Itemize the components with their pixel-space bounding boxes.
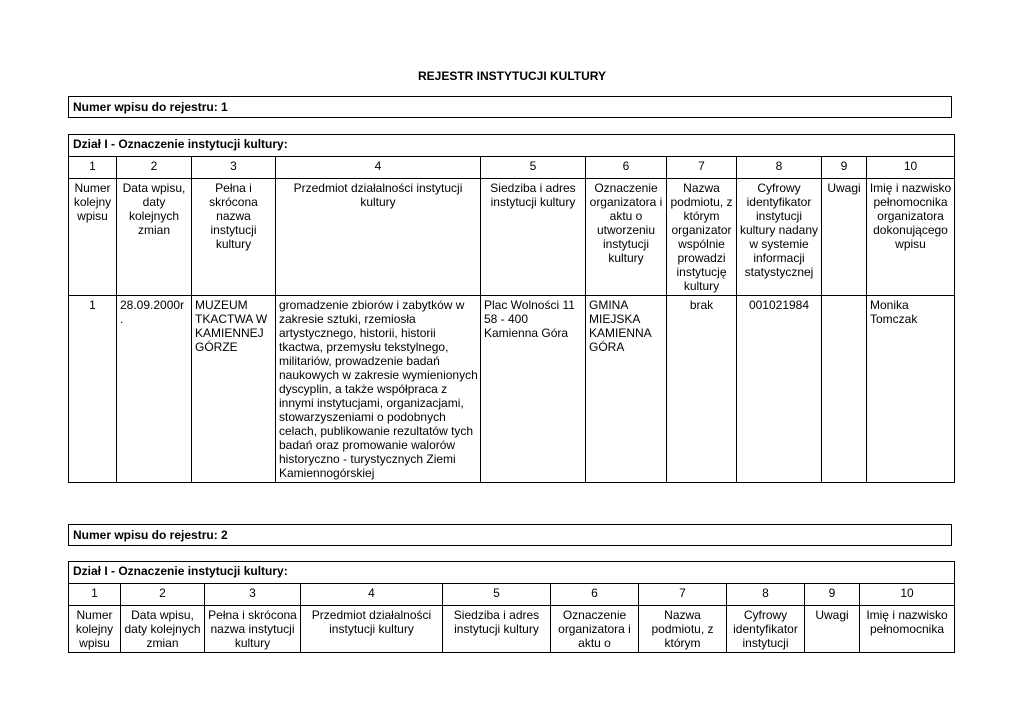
column-header: Nazwa podmiotu, z którym xyxy=(639,606,727,653)
column-header: Uwagi xyxy=(805,606,860,653)
column-number: 7 xyxy=(639,584,727,606)
column-number: 2 xyxy=(121,584,205,606)
entry-number-2: Numer wpisu do rejestru: 2 xyxy=(68,524,952,546)
entry-number-1: Numer wpisu do rejestru: 1 xyxy=(68,96,952,118)
section-label: Dział I - Oznaczenie instytucji kultury: xyxy=(69,562,955,584)
column-header: Imię i nazwisko pełnomocnika xyxy=(860,606,955,653)
column-header: Cyfrowy identyfikator instytucji xyxy=(727,606,805,653)
column-number: 5 xyxy=(443,584,551,606)
notes xyxy=(822,296,867,483)
column-header: Numer kolejny wpisu xyxy=(69,606,121,653)
institution-name: MUZEUM TKACTWA W KAMIENNEJ GÓRZE xyxy=(192,296,276,483)
column-header: Numer kolejny wpisu xyxy=(69,179,117,296)
institution-activity: gromadzenie zbiorów i zabytków w zakresie sztuki, rzemiosła artystycznego, historii, historii tkactwa, przemysłu tekstylnego, militariów, prowadzenie badań naukowych w zakresie wymienionych dyscyplin, a także współpraca z innymi instytucjami, organizacjami, stowarzyszeniami o podobnych celach, publikowanie rezultatów tych badań oraz promowanie walorów historyczno - turystycznych Ziemi Kamiennogórskiej xyxy=(276,296,481,483)
column-number: 2 xyxy=(117,157,192,179)
column-header: Nazwa podmiotu, z którym organizator wspólnie prowadzi instytucję kultury xyxy=(667,179,737,296)
statistical-id: 001021984 xyxy=(737,296,822,483)
co-operator: brak xyxy=(667,296,737,483)
organizer: GMINA MIEJSKA KAMIENNA GÓRA xyxy=(586,296,667,483)
entry-date: 28.09.2000r . xyxy=(117,296,192,483)
column-header: Oznaczenie organizatora i aktu o utworzeniu instytucji kultury xyxy=(586,179,667,296)
column-header: Data wpisu, daty kolejnych zmian xyxy=(121,606,205,653)
column-number: 3 xyxy=(192,157,276,179)
document-title: REJESTR INSTYTUCJI KULTURY xyxy=(417,69,606,83)
column-header: Przedmiot działalności instytucji kultury xyxy=(301,606,443,653)
column-header: Oznaczenie organizatora i aktu o xyxy=(551,606,639,653)
column-number: 4 xyxy=(301,584,443,606)
column-number: 8 xyxy=(727,584,805,606)
column-number: 1 xyxy=(69,584,121,606)
column-header: Pełna i skrócona nazwa instytucji kultury xyxy=(205,606,301,653)
institution-address: Plac Wolności 11 58 - 400 Kamienna Góra xyxy=(481,296,586,483)
column-header: Siedziba i adres instytucji kultury xyxy=(481,179,586,296)
column-number: 4 xyxy=(276,157,481,179)
column-header: Cyfrowy identyfikator instytucji kultury nadany w systemie informacji statystycznej xyxy=(737,179,822,296)
column-number: 1 xyxy=(69,157,117,179)
entry-table-2 xyxy=(68,561,955,653)
column-header: Pełna i skrócona nazwa instytucji kultury xyxy=(192,179,276,296)
proxy-name: Monika Tomczak xyxy=(867,296,955,483)
column-number: 3 xyxy=(205,584,301,606)
column-number: 9 xyxy=(805,584,860,606)
section-label: Dział I - Oznaczenie instytucji kultury: xyxy=(69,135,955,157)
column-header: Przedmiot działalności instytucji kultury xyxy=(276,179,481,296)
entry-number: 1 xyxy=(69,296,117,483)
column-header: Uwagi xyxy=(822,179,867,296)
column-header: Imię i nazwisko pełnomocnika organizatora dokonującego wpisu xyxy=(867,179,955,296)
table-row xyxy=(69,296,955,483)
column-number: 10 xyxy=(867,157,955,179)
column-number: 7 xyxy=(667,157,737,179)
column-number: 5 xyxy=(481,157,586,179)
entry-table-1 xyxy=(68,134,955,483)
column-number: 8 xyxy=(737,157,822,179)
column-number: 10 xyxy=(860,584,955,606)
column-number: 6 xyxy=(586,157,667,179)
column-header: Data wpisu, daty kolejnych zmian xyxy=(117,179,192,296)
column-number: 6 xyxy=(551,584,639,606)
column-number: 9 xyxy=(822,157,867,179)
column-header: Siedziba i adres instytucji kultury xyxy=(443,606,551,653)
